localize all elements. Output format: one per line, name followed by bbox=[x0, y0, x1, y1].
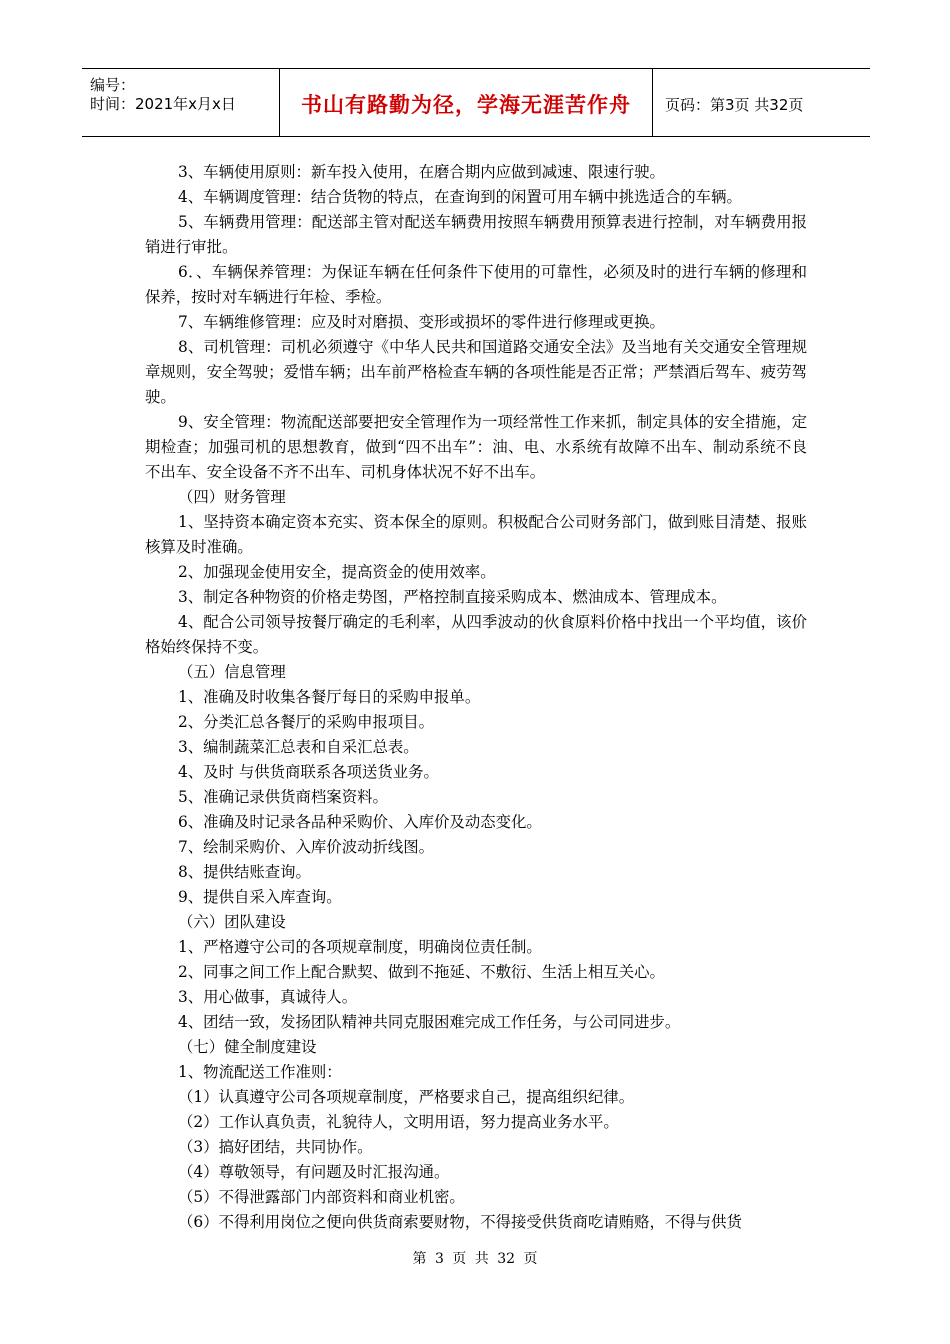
paragraph: 7、绘制采购价、入库价波动折线图。 bbox=[178, 838, 435, 856]
header-meta-cell bbox=[82, 69, 280, 136]
paragraph: 6．、车辆保养管理：为保证车辆在任何条件下使用的可靠性，必须及时的进行车辆的修理和保养，按时对车辆进行年检、季检。 bbox=[145, 263, 807, 306]
paragraph: 2、同事之间工作上配合默契、做到不拖延、不敷衍、生活上相互关心。 bbox=[178, 963, 665, 981]
paragraph: 4、车辆调度管理：结合货物的特点，在查询到的闲置可用车辆中挑选适合的车辆。 bbox=[178, 188, 742, 206]
paragraph: 1、准确及时收集各餐厅每日的采购申报单。 bbox=[178, 688, 481, 706]
paragraph: （4）尊敬领导，有问题及时汇报沟通。 bbox=[178, 1163, 450, 1181]
paragraph: （六）团队建设 bbox=[178, 913, 286, 931]
paragraph: 4、及时 与供货商联系各项送货业务。 bbox=[178, 763, 439, 781]
paragraph: 4、团结一致，发扬团队精神共同克服困难完成工作任务，与公司同进步。 bbox=[178, 1013, 681, 1031]
page-footer: 第 3 页 共 32 页 bbox=[412, 1251, 538, 1267]
paragraph: 3、用心做事，真诚待人。 bbox=[178, 988, 358, 1006]
paragraph: 7、车辆维修管理：应及时对磨损、变形或损坏的零件进行修理或更换。 bbox=[178, 313, 665, 331]
paragraph: （5）不得泄露部门内部资料和商业机密。 bbox=[178, 1188, 465, 1206]
paragraph: 1、严格遵守公司的各项规章制度，明确岗位责任制。 bbox=[178, 938, 542, 956]
paragraph: （2）工作认真负责，礼貌待人，文明用语，努力提高业务水平。 bbox=[178, 1113, 619, 1131]
paragraph: （四）财务管理 bbox=[178, 488, 286, 506]
paragraph: 6、准确及时记录各品种采购价、入库价及动态变化。 bbox=[178, 813, 542, 831]
paragraph: 8、司机管理：司机必须遵守《中华人民共和国道路交通安全法》及当地有关交通安全管理规章规则，安全驾驶；爱惜车辆；出车前严格检查车辆的各项性能是否正常；严禁酒后驾车、疲劳驾驶。 bbox=[145, 338, 807, 406]
paragraph: （3）搞好团结，共同协作。 bbox=[178, 1138, 373, 1156]
paragraph: 2、加强现金使用安全，提高资金的使用效率。 bbox=[178, 563, 496, 581]
document-body bbox=[145, 160, 807, 1235]
paragraph: （1）认真遵守公司各项规章制度，严格要求自己，提高组织纪律。 bbox=[178, 1088, 635, 1106]
paragraph: 5、准确记录供货商档案资料。 bbox=[178, 788, 388, 806]
document-time-label: 时间：2021年x月x日 bbox=[90, 95, 236, 113]
paragraph: 5、车辆费用管理：配送部主管对配送车辆费用按照车辆费用预算表进行控制，对车辆费用报销进行审批。 bbox=[145, 213, 807, 256]
paragraph: 4、配合公司领导按餐厅确定的毛利率，从四季波动的伙食原料价格中找出一个平均值，该价格始终保持不变。 bbox=[145, 613, 807, 656]
paragraph: （五）信息管理 bbox=[178, 663, 286, 681]
paragraph: 9、安全管理：物流配送部要把安全管理作为一项经常性工作来抓，制定具体的安全措施，定期检查；加强司机的思想教育，做到“四不出车”：油、电、水系统有故障不出车、制动系统不良不出车、安全设备不齐不出车、司机身体状况不好不出车。 bbox=[145, 413, 807, 481]
document-number-label: 编号： bbox=[90, 76, 136, 94]
header-page-cell bbox=[653, 69, 870, 136]
paragraph: 8、提供结账查询。 bbox=[178, 863, 311, 881]
paragraph: （七）健全制度建设 bbox=[178, 1038, 317, 1056]
page-header bbox=[82, 68, 870, 137]
paragraph: （6）不得利用岗位之便向供货商索要财物，不得接受供货商吃请贿赂，不得与供货 bbox=[178, 1213, 742, 1231]
paragraph: 9、提供自采入库查询。 bbox=[178, 888, 342, 906]
paragraph: 3、制定各种物资的价格走势图，严格控制直接采购成本、燃油成本、管理成本。 bbox=[178, 588, 727, 606]
paragraph: 1、坚持资本确定资本充实、资本保全的原则。积极配合公司财务部门，做到账目清楚、报账核算及时准确。 bbox=[145, 513, 807, 556]
header-motto-cell bbox=[280, 69, 653, 136]
paragraph: 1、物流配送工作准则： bbox=[178, 1063, 342, 1081]
paragraph: 3、编制蔬菜汇总表和自采汇总表。 bbox=[178, 738, 419, 756]
header-page-number: 页码：第3页 共32页 bbox=[665, 96, 804, 114]
paragraph: 3、车辆使用原则：新车投入使用，在磨合期内应做到减速、限速行驶。 bbox=[178, 163, 665, 181]
header-motto: 书山有路勤为径，学海无涯苦作舟 bbox=[301, 93, 631, 117]
paragraph: 2、分类汇总各餐厅的采购申报项目。 bbox=[178, 713, 435, 731]
